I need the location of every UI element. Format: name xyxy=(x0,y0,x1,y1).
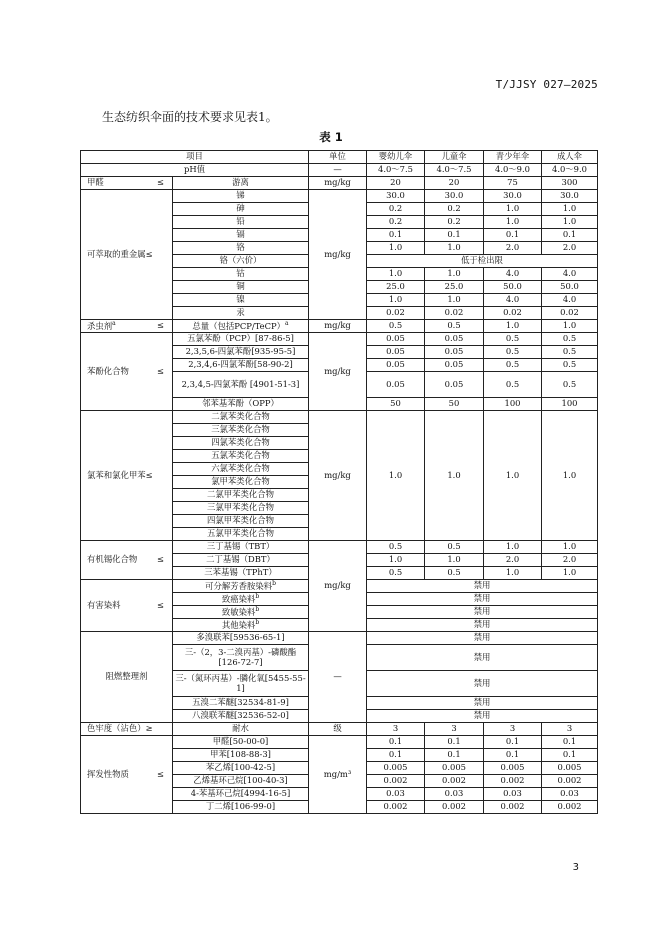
item-cell: 八溴联苯醚[32536-52-0] xyxy=(173,710,309,723)
value-cell: 20 xyxy=(367,177,425,190)
item-cell: 2,3,4,5-四氯苯酚 [4901-51-3] xyxy=(173,372,309,398)
unit-cell: mg/m³ xyxy=(309,736,367,814)
item-cell: 二丁基锡（DBT） xyxy=(173,554,309,567)
item-cell: 三氯苯类化合物 xyxy=(173,424,309,437)
item-cell: 六氯苯类化合物 xyxy=(173,463,309,476)
item-cell: 四氯甲苯类化合物 xyxy=(173,515,309,528)
value-cell: 0.5 xyxy=(484,333,542,346)
value-cell: 100 xyxy=(542,398,598,411)
item-cell: 三氯甲苯类化合物 xyxy=(173,502,309,515)
item-cell: 铅 xyxy=(173,216,309,229)
category-limit-symbol: ≤ xyxy=(156,768,164,779)
value-span-cell: 禁用 xyxy=(367,671,598,697)
footnote-mark: b xyxy=(255,605,260,613)
value-cell: 0.1 xyxy=(425,229,484,242)
value-cell: 50.0 xyxy=(542,281,598,294)
value-cell: 50.0 xyxy=(484,281,542,294)
category-label: 甲醛 xyxy=(87,177,104,188)
value-cell: 0.1 xyxy=(425,736,484,749)
item-cell: 钴 xyxy=(173,268,309,281)
value-span-cell: 禁用 xyxy=(367,619,598,632)
value-cell: 0.2 xyxy=(367,216,425,229)
value-cell: 0.03 xyxy=(484,788,542,801)
item-cell: 铬（六价） xyxy=(173,255,309,268)
value-cell: 1.0 xyxy=(425,294,484,307)
value-cell: 0.5 xyxy=(367,541,425,554)
value-cell: 0.1 xyxy=(367,749,425,762)
value-cell: 0.1 xyxy=(484,736,542,749)
value-cell: 1.0 xyxy=(367,554,425,567)
item-cell: 五溴二苯醚[32534-81-9] xyxy=(173,697,309,710)
value-cell: 1.0 xyxy=(425,411,484,541)
value-cell: 0.005 xyxy=(367,762,425,775)
value-cell: 2.0 xyxy=(484,554,542,567)
item-label: 其他染料 xyxy=(221,619,256,630)
row-colorfastness xyxy=(81,723,598,736)
item-cell: 邻苯基苯酚（OPP） xyxy=(173,398,309,411)
page-number: 3 xyxy=(572,862,579,873)
value-cell: 0.1 xyxy=(484,229,542,242)
value-span-cell: 禁用 xyxy=(367,632,598,645)
value-cell: 0.002 xyxy=(425,775,484,788)
value-cell: 0.05 xyxy=(367,372,425,398)
value-cell: 0.03 xyxy=(425,788,484,801)
value-cell: 75 xyxy=(484,177,542,190)
value-cell: 4.0～9.0 xyxy=(542,164,598,177)
value-cell: 25.0 xyxy=(425,281,484,294)
table-title: 表 1 xyxy=(319,130,343,144)
header-cell: 婴幼儿伞 xyxy=(367,151,425,164)
value-cell: 0.002 xyxy=(425,801,484,814)
row-ph xyxy=(81,164,598,177)
footnote-mark: a xyxy=(112,319,116,327)
value-cell: 0.02 xyxy=(484,307,542,320)
value-cell: 0.2 xyxy=(425,216,484,229)
value-span-cell: 禁用 xyxy=(367,697,598,710)
table-header-row xyxy=(81,151,598,164)
category-limit-symbol: ≤ xyxy=(156,365,164,376)
value-cell: 30.0 xyxy=(542,190,598,203)
category-cell: 阻燃整理剂 xyxy=(81,632,173,723)
value-cell: 0.02 xyxy=(367,307,425,320)
unit-cell: — xyxy=(309,632,367,723)
value-cell: 0.5 xyxy=(542,346,598,359)
value-cell: 30.0 xyxy=(367,190,425,203)
value-cell: 1.0 xyxy=(484,567,542,580)
value-cell: 30.0 xyxy=(425,190,484,203)
header-cell: 成人伞 xyxy=(542,151,598,164)
category-cell xyxy=(81,736,173,814)
value-cell: 4.0～7.5 xyxy=(367,164,425,177)
value-cell: 1.0 xyxy=(425,242,484,255)
category-limit-symbol: ≤ xyxy=(156,599,164,610)
item-cell: 二氯甲苯类化合物 xyxy=(173,489,309,502)
category-cell xyxy=(81,333,173,411)
item-cell: pH值 xyxy=(81,164,309,177)
value-cell: 0.5 xyxy=(484,346,542,359)
value-cell: 1.0 xyxy=(542,541,598,554)
footnote-mark: b xyxy=(272,579,276,587)
value-cell: 0.005 xyxy=(542,762,598,775)
item-cell: 三苯基锡（TPhT） xyxy=(173,567,309,580)
value-cell: 0.1 xyxy=(542,749,598,762)
value-span-cell: 禁用 xyxy=(367,606,598,619)
category-cell xyxy=(81,320,173,333)
value-cell: 0.5 xyxy=(484,359,542,372)
item-cell: 甲苯[108-88-3] xyxy=(173,749,309,762)
category-cell: 可萃取的重金属≤ xyxy=(81,190,173,320)
value-cell: 1.0 xyxy=(542,216,598,229)
value-cell: 4.0～7.5 xyxy=(425,164,484,177)
value-cell: 0.02 xyxy=(542,307,598,320)
item-cell: 五氯苯酚（PCP）[87-86-5] xyxy=(173,333,309,346)
value-cell: 20 xyxy=(425,177,484,190)
value-cell: 0.05 xyxy=(425,346,484,359)
row-metal xyxy=(81,190,598,203)
category-label: 有害染料 xyxy=(87,599,121,610)
category-cell: 色牢度（沾色）≥ xyxy=(81,723,173,736)
category-limit-symbol: ≤ xyxy=(156,177,164,188)
item-cell: 多溴联苯[59536-65-1] xyxy=(173,632,309,645)
category-cell: 氯苯和氯化甲苯≤ xyxy=(81,411,173,541)
value-cell: 2.0 xyxy=(542,554,598,567)
value-cell: 3 xyxy=(542,723,598,736)
header-cell: 青少年伞 xyxy=(484,151,542,164)
row-formaldehyde xyxy=(81,177,598,190)
value-cell: 4.0 xyxy=(484,268,542,281)
value-cell: 50 xyxy=(425,398,484,411)
row-organotin xyxy=(81,541,598,554)
value-cell: 0.002 xyxy=(484,801,542,814)
footnote-mark: b xyxy=(255,592,260,600)
value-cell: 1.0 xyxy=(367,411,425,541)
value-cell: 0.5 xyxy=(542,333,598,346)
item-cell: 二氯苯类化合物 xyxy=(173,411,309,424)
value-cell: 0.5 xyxy=(425,320,484,333)
footnote-mark: a xyxy=(285,319,289,327)
row-voc xyxy=(81,736,598,749)
item-cell: 2,3,5,6-四氯苯酚[935-95-5] xyxy=(173,346,309,359)
value-cell: 4.0～9.0 xyxy=(484,164,542,177)
value-span-cell: 低于检出限 xyxy=(367,255,598,268)
item-cell: 砷 xyxy=(173,203,309,216)
category-cell xyxy=(81,177,173,190)
value-cell: 1.0 xyxy=(484,320,542,333)
value-cell: 3 xyxy=(425,723,484,736)
item-cell xyxy=(173,606,309,619)
item-cell: 乙烯基环己烷[100-40-3] xyxy=(173,775,309,788)
value-cell: 0.03 xyxy=(367,788,425,801)
value-cell: 1.0 xyxy=(367,294,425,307)
tech-requirements-table xyxy=(80,150,598,814)
item-cell: 汞 xyxy=(173,307,309,320)
value-cell: 0.005 xyxy=(425,762,484,775)
value-cell: 0.05 xyxy=(425,333,484,346)
value-cell: 3 xyxy=(367,723,425,736)
value-cell: 0.05 xyxy=(367,346,425,359)
value-cell: 0.1 xyxy=(542,736,598,749)
item-cell: 四氯苯类化合物 xyxy=(173,437,309,450)
value-cell: 0.1 xyxy=(542,229,598,242)
category-label: 杀虫剂$^a$ xyxy=(87,319,116,331)
value-span-cell: 禁用 xyxy=(367,710,598,723)
value-span-cell: 禁用 xyxy=(367,580,598,593)
document-code: T/JJSY 027—2025 xyxy=(495,78,598,91)
value-cell: 0.5 xyxy=(367,567,425,580)
value-cell: 0.2 xyxy=(367,203,425,216)
category-label: 有机锡化合物 xyxy=(87,554,138,565)
value-cell: 0.1 xyxy=(367,736,425,749)
value-cell: 0.5 xyxy=(484,372,542,398)
value-cell: 0.05 xyxy=(425,359,484,372)
item-label: 可分解芳香胺染料 xyxy=(205,580,273,591)
footnote-mark: b xyxy=(255,618,260,626)
unit-cell: mg/kg xyxy=(309,177,367,190)
value-cell: 0.002 xyxy=(484,775,542,788)
intro-paragraph: 生态纺织伞面的技术要求见表1。 xyxy=(102,110,278,124)
value-cell: 1.0 xyxy=(425,268,484,281)
value-cell: 1.0 xyxy=(542,567,598,580)
value-cell: 0.005 xyxy=(484,762,542,775)
value-cell: 0.002 xyxy=(367,775,425,788)
item-cell: 镍 xyxy=(173,294,309,307)
category-limit-symbol: ≤ xyxy=(156,554,164,565)
header-item: 项目 xyxy=(81,151,309,164)
item-cell: 镉 xyxy=(173,229,309,242)
value-cell: 1.0 xyxy=(484,216,542,229)
value-cell: 25.0 xyxy=(367,281,425,294)
item-cell xyxy=(173,619,309,632)
value-cell: 0.5 xyxy=(425,541,484,554)
value-cell: 0.5 xyxy=(367,320,425,333)
value-cell: 0.002 xyxy=(542,775,598,788)
category-label: 挥发性物质 xyxy=(87,768,129,779)
value-cell: 30.0 xyxy=(484,190,542,203)
item-label: 致敏染料 xyxy=(221,606,256,617)
value-cell: 1.0 xyxy=(542,203,598,216)
category-limit-symbol: ≤ xyxy=(156,319,164,330)
value-cell: 0.03 xyxy=(542,788,598,801)
unit-cell: mg/kg xyxy=(309,190,367,320)
value-cell: 0.5 xyxy=(425,567,484,580)
value-cell: 4.0 xyxy=(542,294,598,307)
header-cell: 儿童伞 xyxy=(425,151,484,164)
item-cell: 苯乙烯[100-42-5] xyxy=(173,762,309,775)
value-cell: 0.1 xyxy=(484,749,542,762)
category-label: 苯酚化合物 xyxy=(87,365,129,376)
category-cell xyxy=(81,541,173,580)
value-cell: 3 xyxy=(484,723,542,736)
value-cell: 0.02 xyxy=(425,307,484,320)
value-cell: 0.5 xyxy=(542,359,598,372)
item-cell: 三丁基锡（TBT） xyxy=(173,541,309,554)
unit-cell: mg/kg xyxy=(309,320,367,333)
value-cell: 1.0 xyxy=(542,320,598,333)
item-cell: 五氯甲苯类化合物 xyxy=(173,528,309,541)
value-cell: 0.05 xyxy=(425,372,484,398)
item-cell: 五氯苯类化合物 xyxy=(173,450,309,463)
row-chlorobenzene xyxy=(81,411,598,424)
unit-cell: mg/kg xyxy=(309,541,367,632)
row-flame-retardant xyxy=(81,632,598,645)
row-pesticide xyxy=(81,320,598,333)
item-cell: 铜 xyxy=(173,281,309,294)
value-cell: 0.2 xyxy=(425,203,484,216)
value-cell: 0.002 xyxy=(367,801,425,814)
item-cell xyxy=(173,593,309,606)
value-span-cell: 禁用 xyxy=(367,593,598,606)
value-span-cell: 禁用 xyxy=(367,645,598,671)
item-cell: 三-（氮环丙基）-膦化氧[5455-55-1] xyxy=(173,671,309,697)
value-cell: 0.05 xyxy=(367,333,425,346)
value-cell: 4.0 xyxy=(542,268,598,281)
value-cell: 0.5 xyxy=(542,372,598,398)
category-cell xyxy=(81,580,173,632)
item-label: 总量（包括PCP/TeCP） xyxy=(192,320,286,331)
value-cell: 2.0 xyxy=(542,242,598,255)
item-cell: 丁二烯[106-99-0] xyxy=(173,801,309,814)
item-cell: 2,3,4,6-四氯苯酚[58-90-2] xyxy=(173,359,309,372)
value-cell: 1.0 xyxy=(484,411,542,541)
value-cell: 1.0 xyxy=(484,203,542,216)
unit-cell: — xyxy=(309,164,367,177)
value-cell: 0.1 xyxy=(425,749,484,762)
value-cell: 1.0 xyxy=(367,242,425,255)
value-cell: 2.0 xyxy=(484,242,542,255)
value-cell: 1.0 xyxy=(425,554,484,567)
value-cell: 100 xyxy=(484,398,542,411)
value-cell: 1.0 xyxy=(367,268,425,281)
value-cell: 1.0 xyxy=(542,411,598,541)
item-cell: 锑 xyxy=(173,190,309,203)
item-cell xyxy=(173,320,309,333)
item-cell: 耐水 xyxy=(173,723,309,736)
item-cell: 铬 xyxy=(173,242,309,255)
value-cell: 4.0 xyxy=(484,294,542,307)
value-cell: 0.1 xyxy=(367,229,425,242)
unit-cell: 级 xyxy=(309,723,367,736)
value-cell: 0.002 xyxy=(542,801,598,814)
value-cell: 1.0 xyxy=(484,541,542,554)
value-cell: 300 xyxy=(542,177,598,190)
item-cell: 氯甲苯类化合物 xyxy=(173,476,309,489)
item-cell: 4-苯基环己烷[4994-16-5] xyxy=(173,788,309,801)
item-cell xyxy=(173,580,309,593)
value-cell: 0.05 xyxy=(367,359,425,372)
unit-cell: mg/kg xyxy=(309,333,367,411)
header-cell: 单位 xyxy=(309,151,367,164)
item-cell: 游离 xyxy=(173,177,309,190)
value-cell: 50 xyxy=(367,398,425,411)
item-label: 致癌染料 xyxy=(221,593,256,604)
item-cell: 三-（2，3-二溴丙基）-磷酸酯[126-72-7] xyxy=(173,645,309,671)
row-phenol xyxy=(81,333,598,346)
item-cell: 甲醛[50-00-0] xyxy=(173,736,309,749)
unit-cell: mg/kg xyxy=(309,411,367,541)
